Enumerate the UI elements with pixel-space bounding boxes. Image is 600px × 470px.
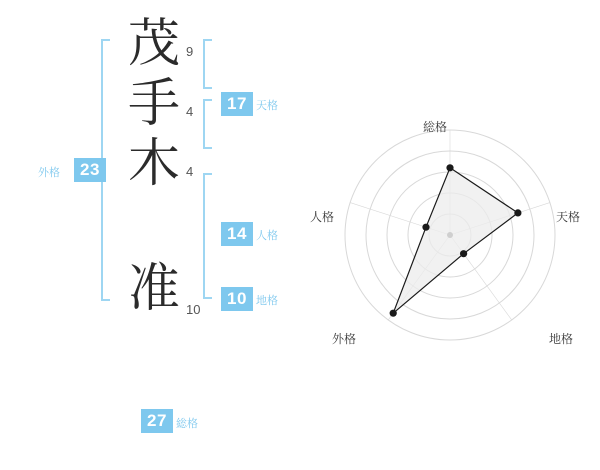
radar-axis-label-tenkaku: 天格 [556,210,581,224]
radar-axis-label-chikaku: 地格 [549,332,574,346]
kanji-char-4: 准 [128,259,181,319]
jinkaku-label: 人格 [256,229,278,242]
radar-axis-label-soukaku: 総格 [423,120,448,134]
stroke-count-4: 10 [186,302,201,317]
soukaku-label: 総格 [176,417,198,430]
stroke-count-1: 9 [186,44,194,59]
kanji-char-2: 手 [128,74,181,134]
stroke-count-3: 4 [186,164,194,179]
radar-axis-label-jinkaku: 人格 [310,210,335,224]
radar-chart-panel [300,0,600,470]
jinkaku-score-badge: 14 [221,222,253,246]
tenkaku-score-badge: 17 [221,92,253,116]
soukaku-score-badge: 27 [141,409,173,433]
stroke-count-2: 4 [186,104,194,119]
gaikaku-label: 外格 [38,166,60,179]
chikaku-label: 地格 [256,294,278,307]
kanji-char-3: 木 [128,134,181,194]
kanji-char-1: 茂 [128,14,181,74]
gaikaku-score-badge: 23 [74,158,106,182]
radar-axis-label-gaikaku: 外格 [332,332,357,346]
tenkaku-label: 天格 [256,99,278,112]
chikaku-score-badge: 10 [221,287,253,311]
